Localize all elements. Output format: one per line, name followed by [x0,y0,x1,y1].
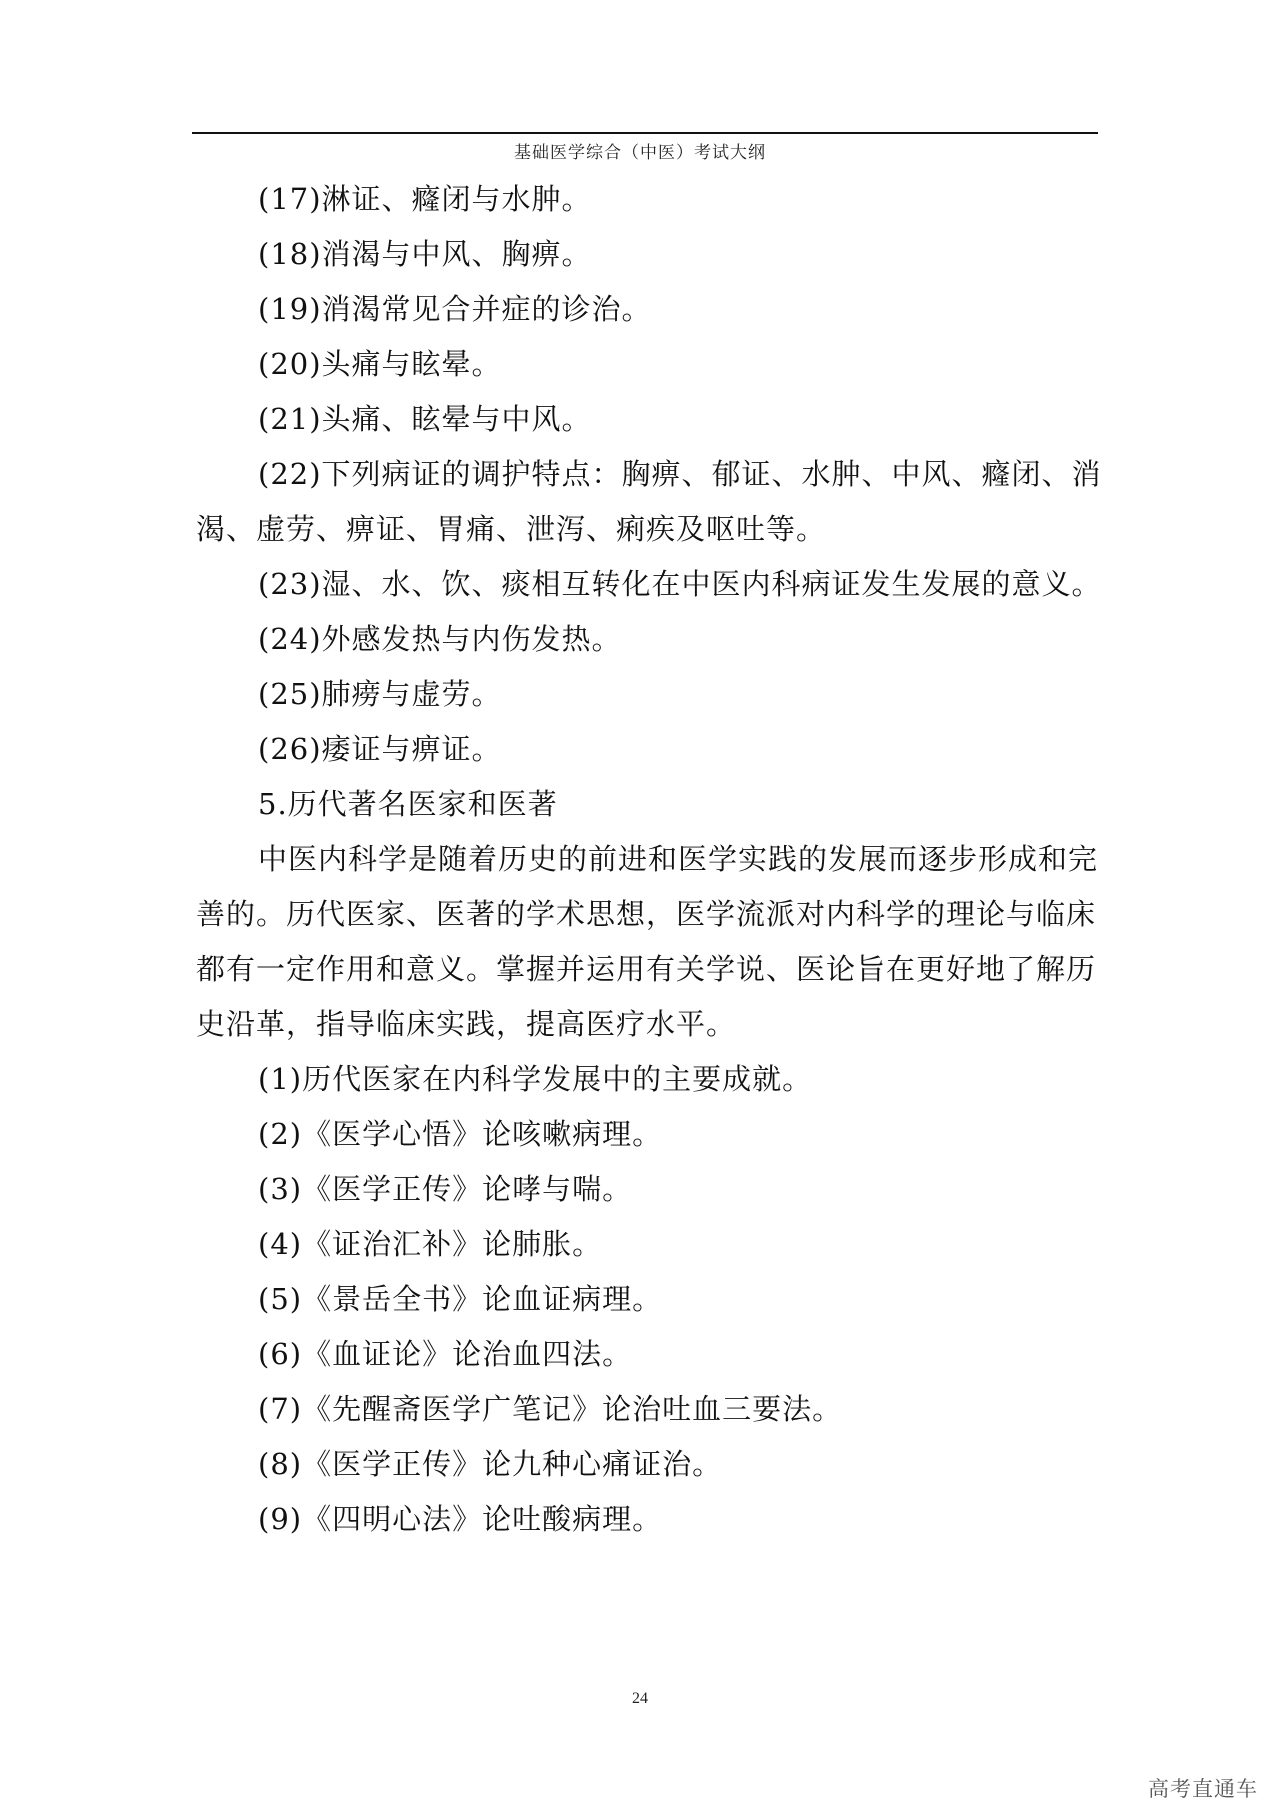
item-18: (18)消渴与中风、胸痹。 [258,237,592,271]
item-17: (17)淋证、癃闭与水肿。 [258,182,592,216]
running-header: 基础医学综合（中医）考试大纲 [514,143,766,163]
item-8: (8)《医学正传》论九种心痛证治。 [258,1447,723,1481]
item-5: (5)《景岳全书》论血证病理。 [258,1282,663,1316]
item-19: (19)消渴常见合并症的诊治。 [258,292,652,326]
item-7: (7)《先醒斋医学广笔记》论治吐血三要法。 [258,1392,843,1426]
item-25: (25)肺痨与虚劳。 [258,677,502,711]
item-20: (20)头痛与眩晕。 [258,347,502,381]
item-3: (3)《医学正传》论哮与喘。 [258,1172,633,1206]
item-24: (24)外感发热与内伤发热。 [258,622,622,656]
item-9: (9)《四明心法》论吐酸病理。 [258,1502,663,1536]
section-heading: 5.历代著名医家和医著 [258,787,558,821]
item-22: (22)下列病证的调护特点：胸痹、郁证、水肿、中风、癃闭、消渴、虚劳、痹证、胃痛、泄泻、痢疾及呕吐等。 [196,457,1102,546]
section-intro: 中医内科学是随着历史的前进和医学实践的发展而逐步形成和完善的。历代医家、医著的学术思想，医学流派对内科学的理论与临床都有一定作用和意义。掌握并运用有关学说、医论旨在更好地了解历史沿革，指导临床实践，提高医疗水平。 [196,842,1099,1041]
item-1: (1)历代医家在内科学发展中的主要成就。 [258,1062,813,1096]
item-26: (26)痿证与痹证。 [258,732,502,766]
item-4: (4)《证治汇补》论肺胀。 [258,1227,603,1261]
item-23: (23)湿、水、饮、痰相互转化在中医内科病证发生发展的意义。 [258,567,1102,601]
item-21: (21)头痛、眩晕与中风。 [258,402,592,436]
item-2: (2)《医学心悟》论咳嗽病理。 [258,1117,663,1151]
document-body [196,172,1106,1547]
item-6: (6)《血证论》论治血四法。 [258,1337,633,1371]
header-rule [192,132,1098,134]
watermark-text: 高考直通车 [1148,1777,1258,1801]
page-number: 24 [632,1690,648,1707]
